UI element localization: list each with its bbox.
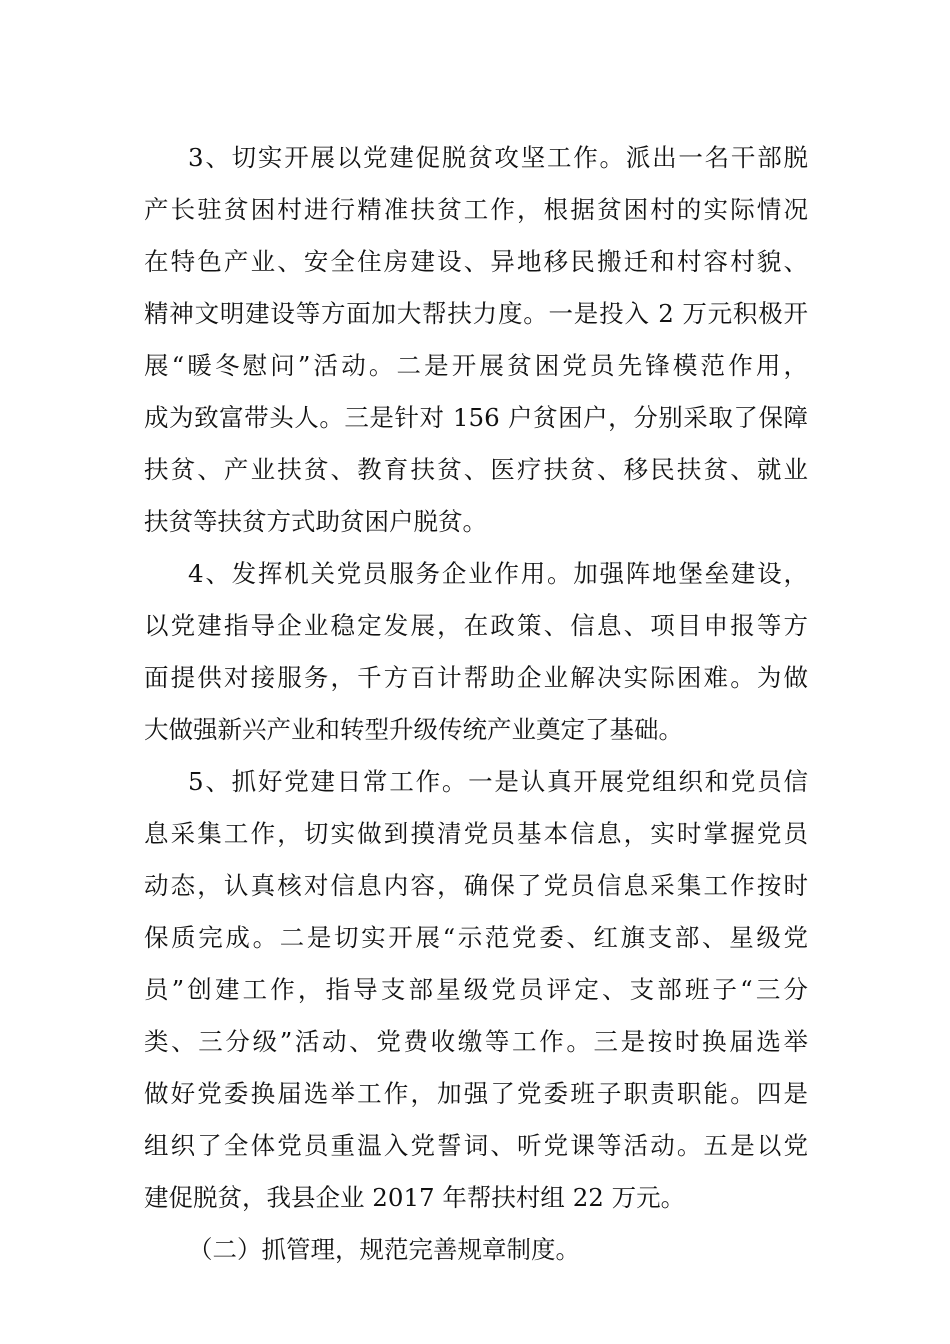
- paragraph-5-line-2: 息采集工作，切实做到摸清党员基本信息，实时掌握党员: [144, 819, 808, 848]
- paragraph-5-line-8: 组织了全体党员重温入党誓词、听党课等活动。五是以党: [144, 1131, 808, 1160]
- paragraph-3-line-1: 3、切实开展以党建促脱贫攻坚工作。派出一名干部脱: [188, 143, 808, 172]
- paragraph-5-line-4: 保质完成。二是切实开展“示范党委、红旗支部、星级党: [144, 923, 808, 952]
- paragraph-3-line-5: 展“暖冬慰问”活动。二是开展贫困党员先锋模范作用，: [144, 351, 808, 380]
- paragraph-4-line-3: 面提供对接服务，千方百计帮助企业解决实际困难。为做: [144, 663, 808, 692]
- paragraph-5-line-5: 员”创建工作，指导支部星级党员评定、支部班子“三分: [144, 975, 808, 1004]
- paragraph-4-line-4: 大做强新兴产业和转型升级传统产业奠定了基础。: [144, 715, 683, 744]
- paragraph-3-line-4: 精神文明建设等方面加大帮扶力度。一是投入 2 万元积极开: [144, 299, 808, 328]
- paragraph-4-line-1: 4、发挥机关党员服务企业作用。加强阵地堡垒建设，: [188, 559, 808, 588]
- paragraph-5-line-9: 建促脱贫，我县企业 2017 年帮扶村组 22 万元。: [144, 1183, 686, 1212]
- paragraph-5-line-3: 动态，认真核对信息内容，确保了党员信息采集工作按时: [144, 871, 808, 900]
- paragraph-5-line-6: 类、三分级”活动、党费收缴等工作。三是按时换届选举: [144, 1027, 808, 1056]
- paragraph-5-line-7: 做好党委换届选举工作，加强了党委班子职责职能。四是: [144, 1079, 808, 1108]
- paragraph-3-line-2: 产长驻贫困村进行精准扶贫工作，根据贫困村的实际情况: [144, 195, 808, 224]
- paragraph-5-line-1: 5、抓好党建日常工作。一是认真开展党组织和党员信: [188, 767, 808, 796]
- paragraph-4-line-2: 以党建指导企业稳定发展，在政策、信息、项目申报等方: [144, 611, 808, 640]
- paragraph-3-line-8: 扶贫等扶贫方式助贫困户脱贫。: [144, 507, 487, 536]
- paragraph-3-line-6: 成为致富带头人。三是针对 156 户贫困户，分别采取了保障: [144, 403, 808, 432]
- document-body: [144, 132, 808, 1276]
- section-heading-two: （二）抓管理，规范完善规章制度。: [188, 1235, 580, 1264]
- paragraph-3-line-3: 在特色产业、安全住房建设、异地移民搬迁和村容村貌、: [144, 247, 808, 276]
- paragraph-3-line-7: 扶贫、产业扶贫、教育扶贫、医疗扶贫、移民扶贫、就业: [144, 455, 808, 484]
